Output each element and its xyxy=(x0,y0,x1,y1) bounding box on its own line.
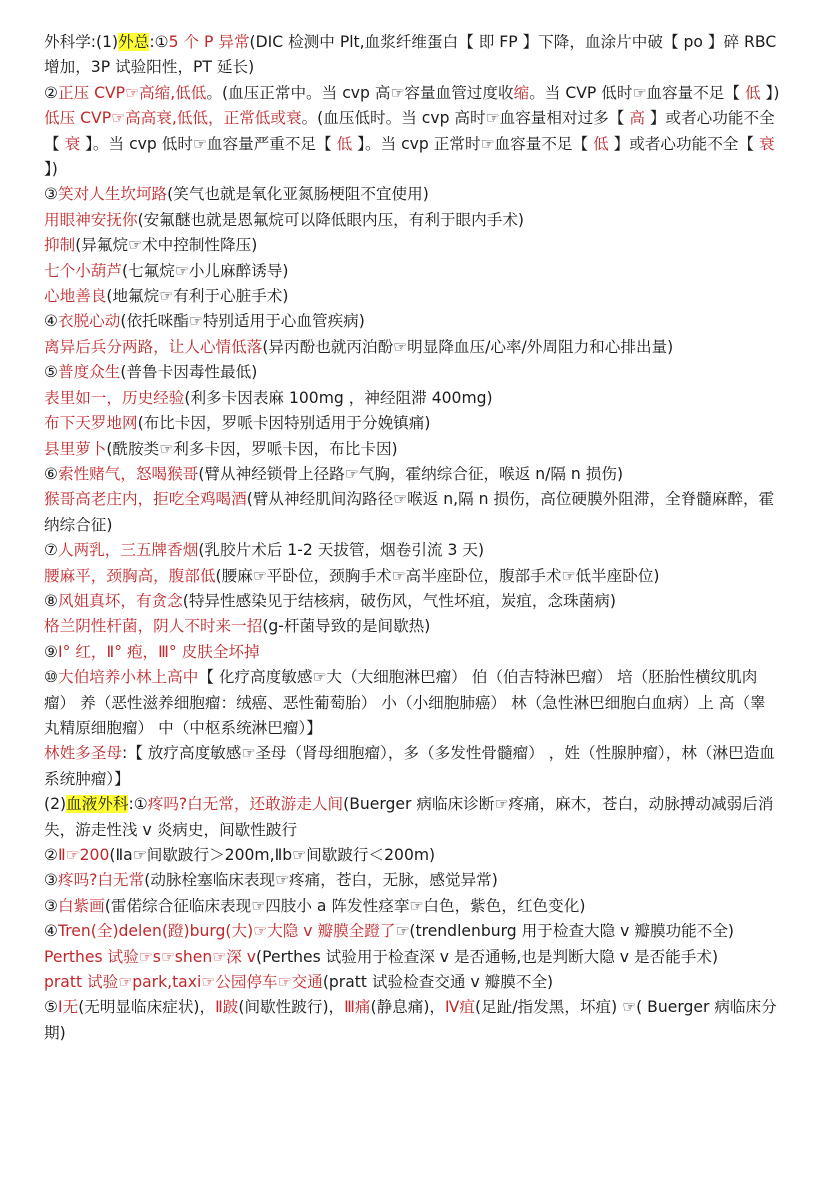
explanation-text: (异丙酚也就丙泊酚☞明显降血压/心率/外周阻力和心排出量) xyxy=(262,337,674,356)
explanation-text: ④ xyxy=(44,312,58,331)
mnemonic-text: 缩 xyxy=(513,83,530,102)
note-line xyxy=(44,182,780,207)
explanation-text: ⑦ xyxy=(44,541,58,560)
mnemonic-text: 索性赌气，怒喝猴哥 xyxy=(57,464,199,483)
mnemonic-text: 衰 xyxy=(758,134,775,153)
note-line xyxy=(44,665,780,741)
note-line xyxy=(44,741,780,792)
mnemonic-text: Ⅲ痛 xyxy=(344,998,371,1017)
note-line xyxy=(44,945,780,970)
section-heading-highlight: 血液外科 xyxy=(66,795,129,814)
explanation-text: (异氟烷☞术中控制性降压) xyxy=(75,236,258,255)
explanation-text: (DIC 检测中 Plt,血浆纤维蛋白【 即 FP 】下降，血涂片中破【 po 】碎 RBC 增加，3P 试验阳性，PT 延长) xyxy=(44,33,777,77)
explanation-text: :① xyxy=(149,33,169,51)
explanation-text: ⑥ xyxy=(44,464,58,483)
mnemonic-text: 格兰阴性杆菌，阴人不时来一招 xyxy=(44,617,263,636)
explanation-text: (2) xyxy=(44,795,67,814)
note-line xyxy=(44,919,780,944)
mnemonic-text: 抑制 xyxy=(44,236,76,255)
note-line xyxy=(44,233,780,258)
explanation-text: (普鲁卡因毒性最低) xyxy=(120,363,258,382)
explanation-text: (臂从神经肌间沟路径☞喉返 n,隔 n 损伤，高位硬膜外阻滞，全脊髓麻醉，霍纳综合征) xyxy=(44,490,775,534)
explanation-text: (无明显临床症状)， xyxy=(78,998,216,1017)
mnemonic-text: 林姓多圣母 xyxy=(44,744,122,763)
explanation-text: (布比卡因，罗哌卡因特别适用于分娩镇痛) xyxy=(137,414,431,433)
explanation-text: ③ xyxy=(44,185,58,204)
mnemonic-text: Ⅰ无 xyxy=(57,998,79,1017)
mnemonic-text: 猴哥高老庄内，拒吃全鸡喝酒 xyxy=(44,490,247,509)
explanation-text: (臂从神经锁骨上径路☞气胸，霍纳综合征，喉返 n/隔 n 损伤) xyxy=(198,464,624,483)
explanation-text: 外科学:(1) xyxy=(44,33,119,51)
note-line xyxy=(44,564,780,589)
mnemonic-text: 离异后兵分两路，让人心情低落 xyxy=(44,337,263,356)
note-line xyxy=(44,30,780,81)
explanation-text: (利多卡因表麻 100mg ，神经阻滞 400mg) xyxy=(184,388,493,407)
note-line xyxy=(44,843,780,868)
note-line xyxy=(44,640,780,665)
explanation-text: (七氟烷☞小儿麻醉诱导) xyxy=(121,261,289,280)
mnemonic-text: 笑对人生坎坷路 xyxy=(57,185,168,204)
explanation-text: :【 放疗高度敏感☞圣母（肾母细胞瘤），多（多发性骨髓瘤） ，姓（性腺肿瘤），林（淋巴造血系统肿瘤）】 xyxy=(44,744,775,788)
explanation-text: (特异性感染见于结核病，破伤风，气性坏疽，炭疽，念珠菌病) xyxy=(182,591,616,610)
note-line xyxy=(44,868,780,893)
mnemonic-text: Ⅱ跛 xyxy=(215,998,239,1017)
note-line xyxy=(44,970,780,995)
explanation-text: (笑气也就是氧化亚氮肠梗阻不宜使用) xyxy=(167,185,429,204)
explanation-text: (安氟醚也就是恩氟烷可以降低眼内压，有利于眼内手术) xyxy=(137,210,524,229)
note-line xyxy=(44,411,780,436)
explanation-text: 】或者心功能不全【 xyxy=(44,109,775,153)
explanation-text: (Ⅱa☞间歇跛行＞200m,Ⅱb☞间歇跛行＜200m) xyxy=(109,846,436,864)
explanation-text: ③ xyxy=(44,871,58,890)
explanation-text: (pratt 试验检查交通 v 瓣膜不全) xyxy=(322,973,554,992)
explanation-text: ② xyxy=(44,83,58,102)
explanation-text: 】。当 cvp 低时☞血容量严重不足【 xyxy=(80,134,337,153)
note-line xyxy=(44,437,780,462)
explanation-text: 】或者心功能不全【 xyxy=(608,134,759,153)
note-line xyxy=(44,208,780,233)
explanation-text: 【 化疗高度敏感☞大（大细胞淋巴瘤） 伯（伯吉特淋巴瘤） 培（胚胎性横纹肌肉瘤） 养（恶性滋养细胞瘤：绒癌、恶性葡萄胎） 小（小细胞肺癌） 林（急性淋巴细胞白血病）上 高（睾丸精原细胞瘤） 中（中枢系统淋巴瘤）】 xyxy=(44,668,766,737)
note-line xyxy=(44,487,780,538)
mnemonic-text: 县里萝卜 xyxy=(44,439,107,458)
mnemonic-text: 高 xyxy=(629,109,645,128)
note-line xyxy=(44,309,780,334)
explanation-text: (间歇性跛行)， xyxy=(238,998,345,1017)
mnemonic-text: 大伯培养小林上高中 xyxy=(57,668,199,687)
note-line xyxy=(44,259,780,284)
mnemonic-text: 心地善良 xyxy=(44,287,107,306)
explanation-text: (地氟烷☞有利于心脏手术) xyxy=(106,287,289,306)
explanation-text: 】) xyxy=(760,83,780,102)
explanation-text: (Buerger 病临床诊断☞疼痛，麻木，苍白，动脉搏动减弱后消失，游走性浅 v 炎病史，间歇性跛行 xyxy=(44,795,774,839)
explanation-text: 】。当 cvp 正常时☞血容量不足【 xyxy=(352,134,594,153)
note-line xyxy=(44,894,780,919)
note-line xyxy=(44,386,780,411)
mnemonic-notes xyxy=(44,30,780,1046)
explanation-text: (雷偌综合征临床表现☞四肢小 a 阵发性痉挛☞白色，紫色，红色变化) xyxy=(104,896,586,915)
mnemonic-text: Ⅱ☞200 xyxy=(57,846,110,864)
mnemonic-text: 疼吗?白无常，还敢游走人间 xyxy=(147,795,344,814)
mnemonic-text: 腰麻平，颈胸高，腹部低 xyxy=(44,566,216,585)
mnemonic-text: 低压 CVP☞高高衰,低低，正常低或衰 xyxy=(44,109,302,128)
explanation-text: (足趾/指发黑，坏疽) ☞( Buerger 病临床分期) xyxy=(44,998,777,1042)
mnemonic-text: 疼吗?白无常 xyxy=(57,871,145,890)
mnemonic-text: 衰 xyxy=(64,134,81,153)
explanation-text: (静息痛)， xyxy=(370,998,446,1017)
note-line xyxy=(44,792,780,843)
mnemonic-text: Tren(全)delen(蹬)burg(大)☞大隐 v 瓣膜全蹬了 xyxy=(57,922,396,941)
section-heading-highlight: 外总 xyxy=(118,33,150,51)
mnemonic-text: 人两乳，三五牌香烟 xyxy=(57,541,199,560)
mnemonic-text: pratt 试验☞park,taxi☞公园停车☞交通 xyxy=(44,973,323,992)
note-line xyxy=(44,589,780,614)
explanation-text: ⑨ xyxy=(44,642,58,661)
explanation-text: :① xyxy=(128,795,148,814)
mnemonic-text: 白紫画 xyxy=(57,896,105,915)
note-line xyxy=(44,462,780,487)
mnemonic-text: 正压 CVP☞高缩,低低 xyxy=(57,83,207,102)
explanation-text: (酰胺类☞利多卡因，罗哌卡因，布比卡因) xyxy=(106,439,398,458)
explanation-text: (乳胶片术后 1-2 天拔管，烟卷引流 3 天) xyxy=(198,541,485,560)
note-line xyxy=(44,106,780,182)
explanation-text: 】) xyxy=(44,160,58,179)
explanation-text: ④ xyxy=(44,922,58,941)
explanation-text: ⑤ xyxy=(44,998,58,1017)
explanation-text: ⑩ xyxy=(44,668,58,687)
mnemonic-text: 衣脱心动 xyxy=(57,312,121,331)
explanation-text: 。当 CVP 低时☞血容量不足【 xyxy=(529,83,745,102)
mnemonic-text: 低 xyxy=(744,83,761,102)
mnemonic-text: Perthes 试验☞s☞shen☞深 v xyxy=(44,947,257,966)
explanation-text: ② xyxy=(44,846,58,864)
mnemonic-text: 普度众生 xyxy=(57,363,121,382)
explanation-text: (g-杆菌导致的是间歇热) xyxy=(262,617,431,636)
note-line xyxy=(44,284,780,309)
explanation-text: (动脉栓塞临床表现☞疼痛，苍白，无脉，感觉异常) xyxy=(144,871,498,890)
mnemonic-text: 七个小葫芦 xyxy=(44,261,122,280)
mnemonic-text: 低 xyxy=(593,134,609,153)
explanation-text: 。(血压低时。当 cvp 高时☞血容量相对过多【 xyxy=(301,109,630,128)
note-line xyxy=(44,614,780,639)
mnemonic-text: Ⅳ疽 xyxy=(445,998,476,1017)
note-line xyxy=(44,995,780,1046)
mnemonic-text: Ⅰ° 红，Ⅱ° 疱，Ⅲ° 皮肤全坏掉 xyxy=(57,642,260,661)
mnemonic-text: 5 个 P 异常 xyxy=(168,33,250,51)
explanation-text: ⑧ xyxy=(44,591,58,610)
explanation-text: ⑤ xyxy=(44,363,58,382)
note-line xyxy=(44,360,780,385)
note-line xyxy=(44,538,780,563)
note-line xyxy=(44,81,780,106)
mnemonic-text: 表里如一，历史经验 xyxy=(44,388,185,407)
explanation-text: ③ xyxy=(44,896,58,915)
explanation-text: ☞(trendlenburg 用于检查大隐 v 瓣膜功能不全) xyxy=(395,922,735,941)
note-line xyxy=(44,335,780,360)
explanation-text: (腰麻☞平卧位，颈胸手术☞高半座卧位，腹部手术☞低半座卧位) xyxy=(215,566,660,585)
mnemonic-text: 用眼神安抚你 xyxy=(44,210,138,229)
explanation-text: (Perthes 试验用于检查深 v 是否通畅,也是判断大隐 v 是否能手术) xyxy=(256,947,719,966)
mnemonic-text: 布下天罗地网 xyxy=(44,414,138,433)
explanation-text: (依托咪酯☞特别适用于心血管疾病) xyxy=(120,312,365,331)
mnemonic-text: 低 xyxy=(336,134,353,153)
mnemonic-text: 风姐真坏，有贪念 xyxy=(57,591,183,610)
explanation-text: 。(血压正常中。当 cvp 高☞容量血管过度收 xyxy=(206,83,514,102)
